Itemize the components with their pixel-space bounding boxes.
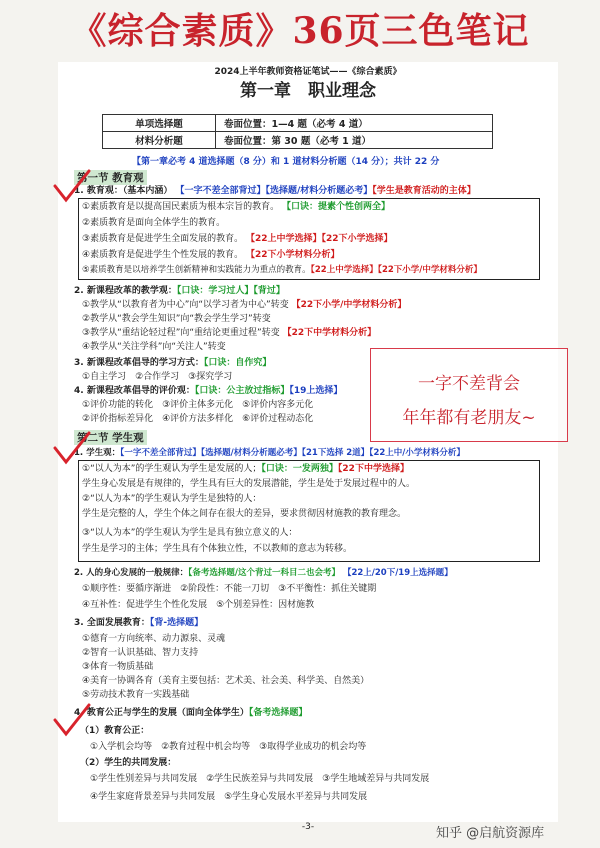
tag: 【选择题/材料分析题必考】 [265, 186, 373, 196]
table-cell: 卷面位置：1—4 题（必考 4 道） [216, 115, 493, 132]
tag: 【22上中/小学材料分析】 [369, 448, 465, 458]
list-item: ③体育一物质基础 [82, 662, 154, 672]
checkmark-icon [52, 168, 92, 206]
tag: 【22下小学/中学材料分析】 [291, 300, 407, 310]
watermark: 知乎 @启航资源库 [436, 826, 545, 841]
note-line: 一字不差背会 [418, 374, 520, 394]
tag: 【19上选择】 [289, 386, 343, 396]
item-text: ④素质教育是促进学生个性发展的教育。 [82, 250, 244, 260]
checkmark-icon [52, 430, 92, 468]
list-item: 学生是学习的主体；学生具有个体独立性，不以教师的意志为转移。 [82, 544, 353, 554]
topic-title: 1. 学生观： [74, 448, 121, 458]
tag: 【口诀：公主放过指标】 [194, 386, 290, 396]
tag: 【21下选择 2道】 [301, 448, 370, 458]
topic-title: 4. 教育公正与学生的发展（面向全体学生） [74, 708, 249, 718]
topic-heading [74, 618, 203, 629]
list-item [82, 300, 406, 311]
list-item: ②“以人为本”的学生观认为学生是独特的人： [82, 494, 262, 504]
table-cell: 材料分析题 [103, 132, 216, 149]
tag: 【背-选择题】 [149, 618, 204, 628]
tag: 【22下中学材料分析】 [282, 328, 377, 338]
list-item: ③“以人为本”的学生观认为学生是具有独立意义的人： [82, 528, 298, 538]
tag: 【22下小学材料分析】 [245, 250, 340, 260]
topic-heading [74, 286, 285, 297]
table-row [103, 132, 493, 149]
checkmark-icon [52, 702, 92, 740]
tag: 【22下中学选择】 [337, 464, 409, 474]
topic-heading [74, 186, 476, 197]
topic-title: 1. 教育观：（基本内涵） [74, 186, 173, 196]
handwritten-note [370, 348, 568, 442]
note-line: 年年都有老朋友~ [402, 408, 536, 428]
list-item: ④互补性：促进学生个性化发展 ⑤个别差异性：因材施教 [82, 600, 315, 610]
list-item [82, 202, 390, 213]
document-page [58, 62, 558, 832]
list-item [82, 218, 225, 229]
topic-title: 3. 全面发展教育： [74, 618, 150, 628]
list-item: ①顺序性：要循序渐进 ②阶段性：不能一刀切 ③不平衡性：抓住关键期 [82, 584, 377, 594]
topic-heading [74, 358, 271, 369]
list-item [82, 250, 339, 261]
item-text: ①教学从“以教育者为中心”向“以学习者为中心”转变 [82, 300, 289, 310]
tag: 【一字不差全部背过】 [175, 186, 266, 196]
topic-heading [74, 568, 453, 579]
item-text: ①“以人为本”的学生观认为学生是发展的人； [82, 464, 262, 474]
tag: 【学生是教育活动的主体】 [372, 186, 476, 196]
tag: 【22上/20下/19上选择题】 [342, 568, 453, 578]
list-item [82, 464, 409, 475]
list-item: ①自主学习 ②合作学习 ③探究学习 [82, 372, 233, 382]
list-item: ⑤劳动技术教育一实践基础 [82, 690, 190, 700]
chapter-title: 第一章 职业理念 [240, 81, 376, 101]
table-cell: 单项选择题 [103, 115, 216, 132]
list-item: ②评价指标差异化 ④评价方法多样化 ⑥评价过程动态化 [82, 414, 314, 424]
topic-title: 2. 人的身心发展的一般规律： [74, 568, 189, 578]
section-heading: 第二节 学生观 [74, 430, 147, 445]
tag: 【备考选择题/这个背过一科目二也会考】 [188, 568, 340, 578]
list-item: ①学生性别差异与共同发展 ②学生民族差异与共同发展 ③学生地域差异与共同发展 [90, 774, 430, 784]
item-text: ①素质教育是以提高国民素质为根本宗旨的教育。 [82, 202, 280, 212]
page-number: -3- [301, 822, 315, 832]
tag: 【口诀：一发两独】 [261, 464, 338, 474]
item-text: ⑤素质教育是以培养学生创新精神和实践能力为重点的教育。 [82, 265, 311, 275]
list-item: ①评价功能的转化 ③评价主体多元化 ⑤评价内容多元化 [82, 400, 314, 410]
list-item: ④学生家庭背景差异与共同发展 ⑤学生身心发展水平差异与共同发展 [90, 792, 368, 802]
position-table [102, 114, 493, 149]
item-text: ②素质教育是面向全体学生的教育。 [82, 218, 226, 228]
banner-title: 《综合素质》36页三色笔记 [70, 10, 530, 52]
tag: 【口诀：自作究】 [203, 358, 272, 368]
tag: 【22下小学选择】 [321, 234, 393, 244]
tag: 【22上中学选择】 [245, 234, 322, 244]
summary-line: 【第一章必考 4 道选择题（8 分）和 1 道材料分析题（14 分）；共计 22 分 [132, 157, 440, 167]
list-item: ①德育一方向统率、动力源泉、灵魂 [82, 634, 226, 644]
tag: 【22下小学/中学材料分析】 [377, 265, 482, 275]
tag: 【口诀：提素个性创两全】 [281, 202, 390, 212]
topic-title: 2. 新课程改革的教学观： [74, 286, 177, 296]
tag: 【备考选择题】 [248, 708, 308, 718]
tag: 【22上中学选择】 [310, 265, 378, 275]
list-item [82, 342, 226, 353]
list-item: 学生身心发展是有规律的，学生具有巨大的发展潜能，学生是处于发展过程中的人。 [82, 479, 416, 489]
item-text: ②教学从“教会学生知识”向“教会学生学习”转变 [82, 314, 271, 324]
list-item: ④美育一协调各育（美育主要包括：艺术美、社会美、科学美、自然美） [82, 676, 370, 686]
item-text: ④教学从“关注学科”向“关注人”转变 [82, 342, 226, 352]
exam-title: 2024上半年教师资格证笔试——《综合素质》 [214, 67, 402, 77]
list-item [82, 314, 271, 325]
list-item [82, 234, 393, 245]
topic-heading [74, 386, 342, 397]
list-item [82, 328, 376, 339]
topic-heading [74, 708, 307, 719]
sub-heading: （2）学生的共同发展： [80, 758, 177, 768]
item-text: ③教学从“重结论轻过程”向“重结论更重过程”转变 [82, 328, 280, 338]
tag: 【口诀：学习过人】【背过】 [176, 286, 285, 296]
table-cell: 卷面位置：第 30 题（必考 1 道） [216, 132, 493, 149]
tag: 【选择题/材料分析题必考】 [200, 448, 302, 458]
tag: 【一字不差全部背过】 [120, 448, 201, 458]
list-item: ①入学机会均等 ②教育过程中机会均等 ③取得学业成功的机会均等 [90, 742, 367, 752]
topic-title: 4. 新课程改革倡导的评价观： [74, 386, 195, 396]
list-item: 学生是完整的人，学生个体之间存在很大的差异，要求贯彻因材施教的教育理念。 [82, 509, 407, 519]
item-text: ③素质教育是促进学生全面发展的教育。 [82, 234, 244, 244]
sub-heading: （1）教育公正： [80, 726, 150, 736]
topic-title: 3. 新课程改革倡导的学习方式： [74, 358, 204, 368]
list-item [82, 265, 482, 276]
topic-heading [74, 448, 465, 459]
list-item: ②智育一认识基础、智力支持 [82, 648, 199, 658]
section-heading: 第一节 教育观 [74, 170, 147, 185]
table-row [103, 115, 493, 132]
